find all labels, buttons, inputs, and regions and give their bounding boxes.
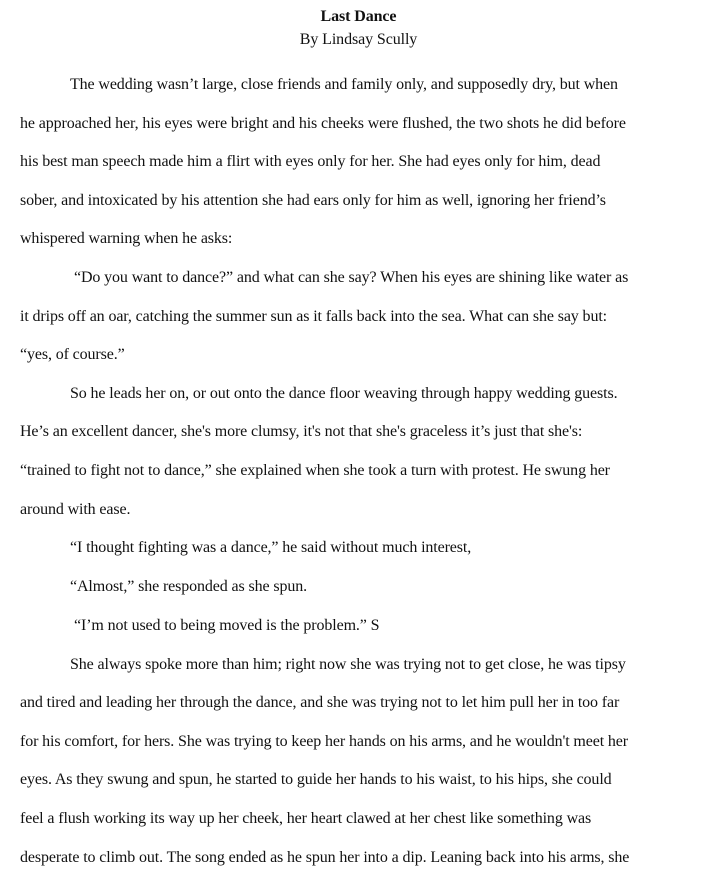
paragraph-line: whispered warning when he asks:: [20, 230, 233, 247]
paragraph-line: he approached her, his eyes were bright and his cheeks were flushed, the two shots he did before: [20, 115, 626, 132]
paragraph-line: “Do you want to dance?” and what can she say? When his eyes are shining like water as: [74, 269, 629, 286]
story-author: By Lindsay Scully: [299, 31, 418, 48]
paragraph-line: desperate to climb out. The song ended as he spun her into a dip. Leaning back into his arms, she: [20, 849, 630, 866]
paragraph-line: She always spoke more than him; right now she was trying not to get close, he was tipsy: [70, 656, 626, 673]
paragraph-line: for his comfort, for hers. She was trying to keep her hands on his arms, and he wouldn't meet her: [20, 733, 628, 750]
paragraph-line: The wedding wasn’t large, close friends and family only, and supposedly dry, but when: [70, 76, 618, 93]
dialogue-line: “I’m not used to being moved is the problem.” S: [74, 617, 380, 634]
paragraph-line: “yes, of course.”: [20, 346, 125, 363]
paragraph-line: and tired and leading her through the dance, and she was trying not to let him pull her in too far: [20, 694, 620, 711]
paragraph-line: So he leads her on, or out onto the dance floor weaving through happy wedding guests.: [70, 385, 618, 402]
paragraph-line: his best man speech made him a flirt with eyes only for her. She had eyes only for him, dead: [20, 153, 601, 170]
dialogue-line: “Almost,” she responded as she spun.: [70, 578, 307, 595]
dialogue-line: “I thought fighting was a dance,” he said without much interest,: [70, 539, 472, 556]
paragraph-line: eyes. As they swung and spun, he started to guide her hands to his waist, to his hips, she could: [20, 771, 612, 788]
paragraph-line: it drips off an oar, catching the summer sun as it falls back into the sea. What can she say but:: [20, 308, 607, 325]
paragraph-line: “trained to fight not to dance,” she explained when she took a turn with protest. He swung her: [20, 462, 610, 479]
paragraph-line: sober, and intoxicated by his attention she had ears only for him as well, ignoring her friend’s: [20, 192, 606, 209]
story-title: Last Dance: [320, 8, 397, 25]
paragraph-line: He’s an excellent dancer, she's more clumsy, it's not that she's graceless it’s just that she's:: [20, 423, 583, 440]
paragraph-line: feel a flush working its way up her cheek, her heart clawed at her chest like something was: [20, 810, 592, 827]
paragraph-line: around with ease.: [20, 501, 131, 518]
